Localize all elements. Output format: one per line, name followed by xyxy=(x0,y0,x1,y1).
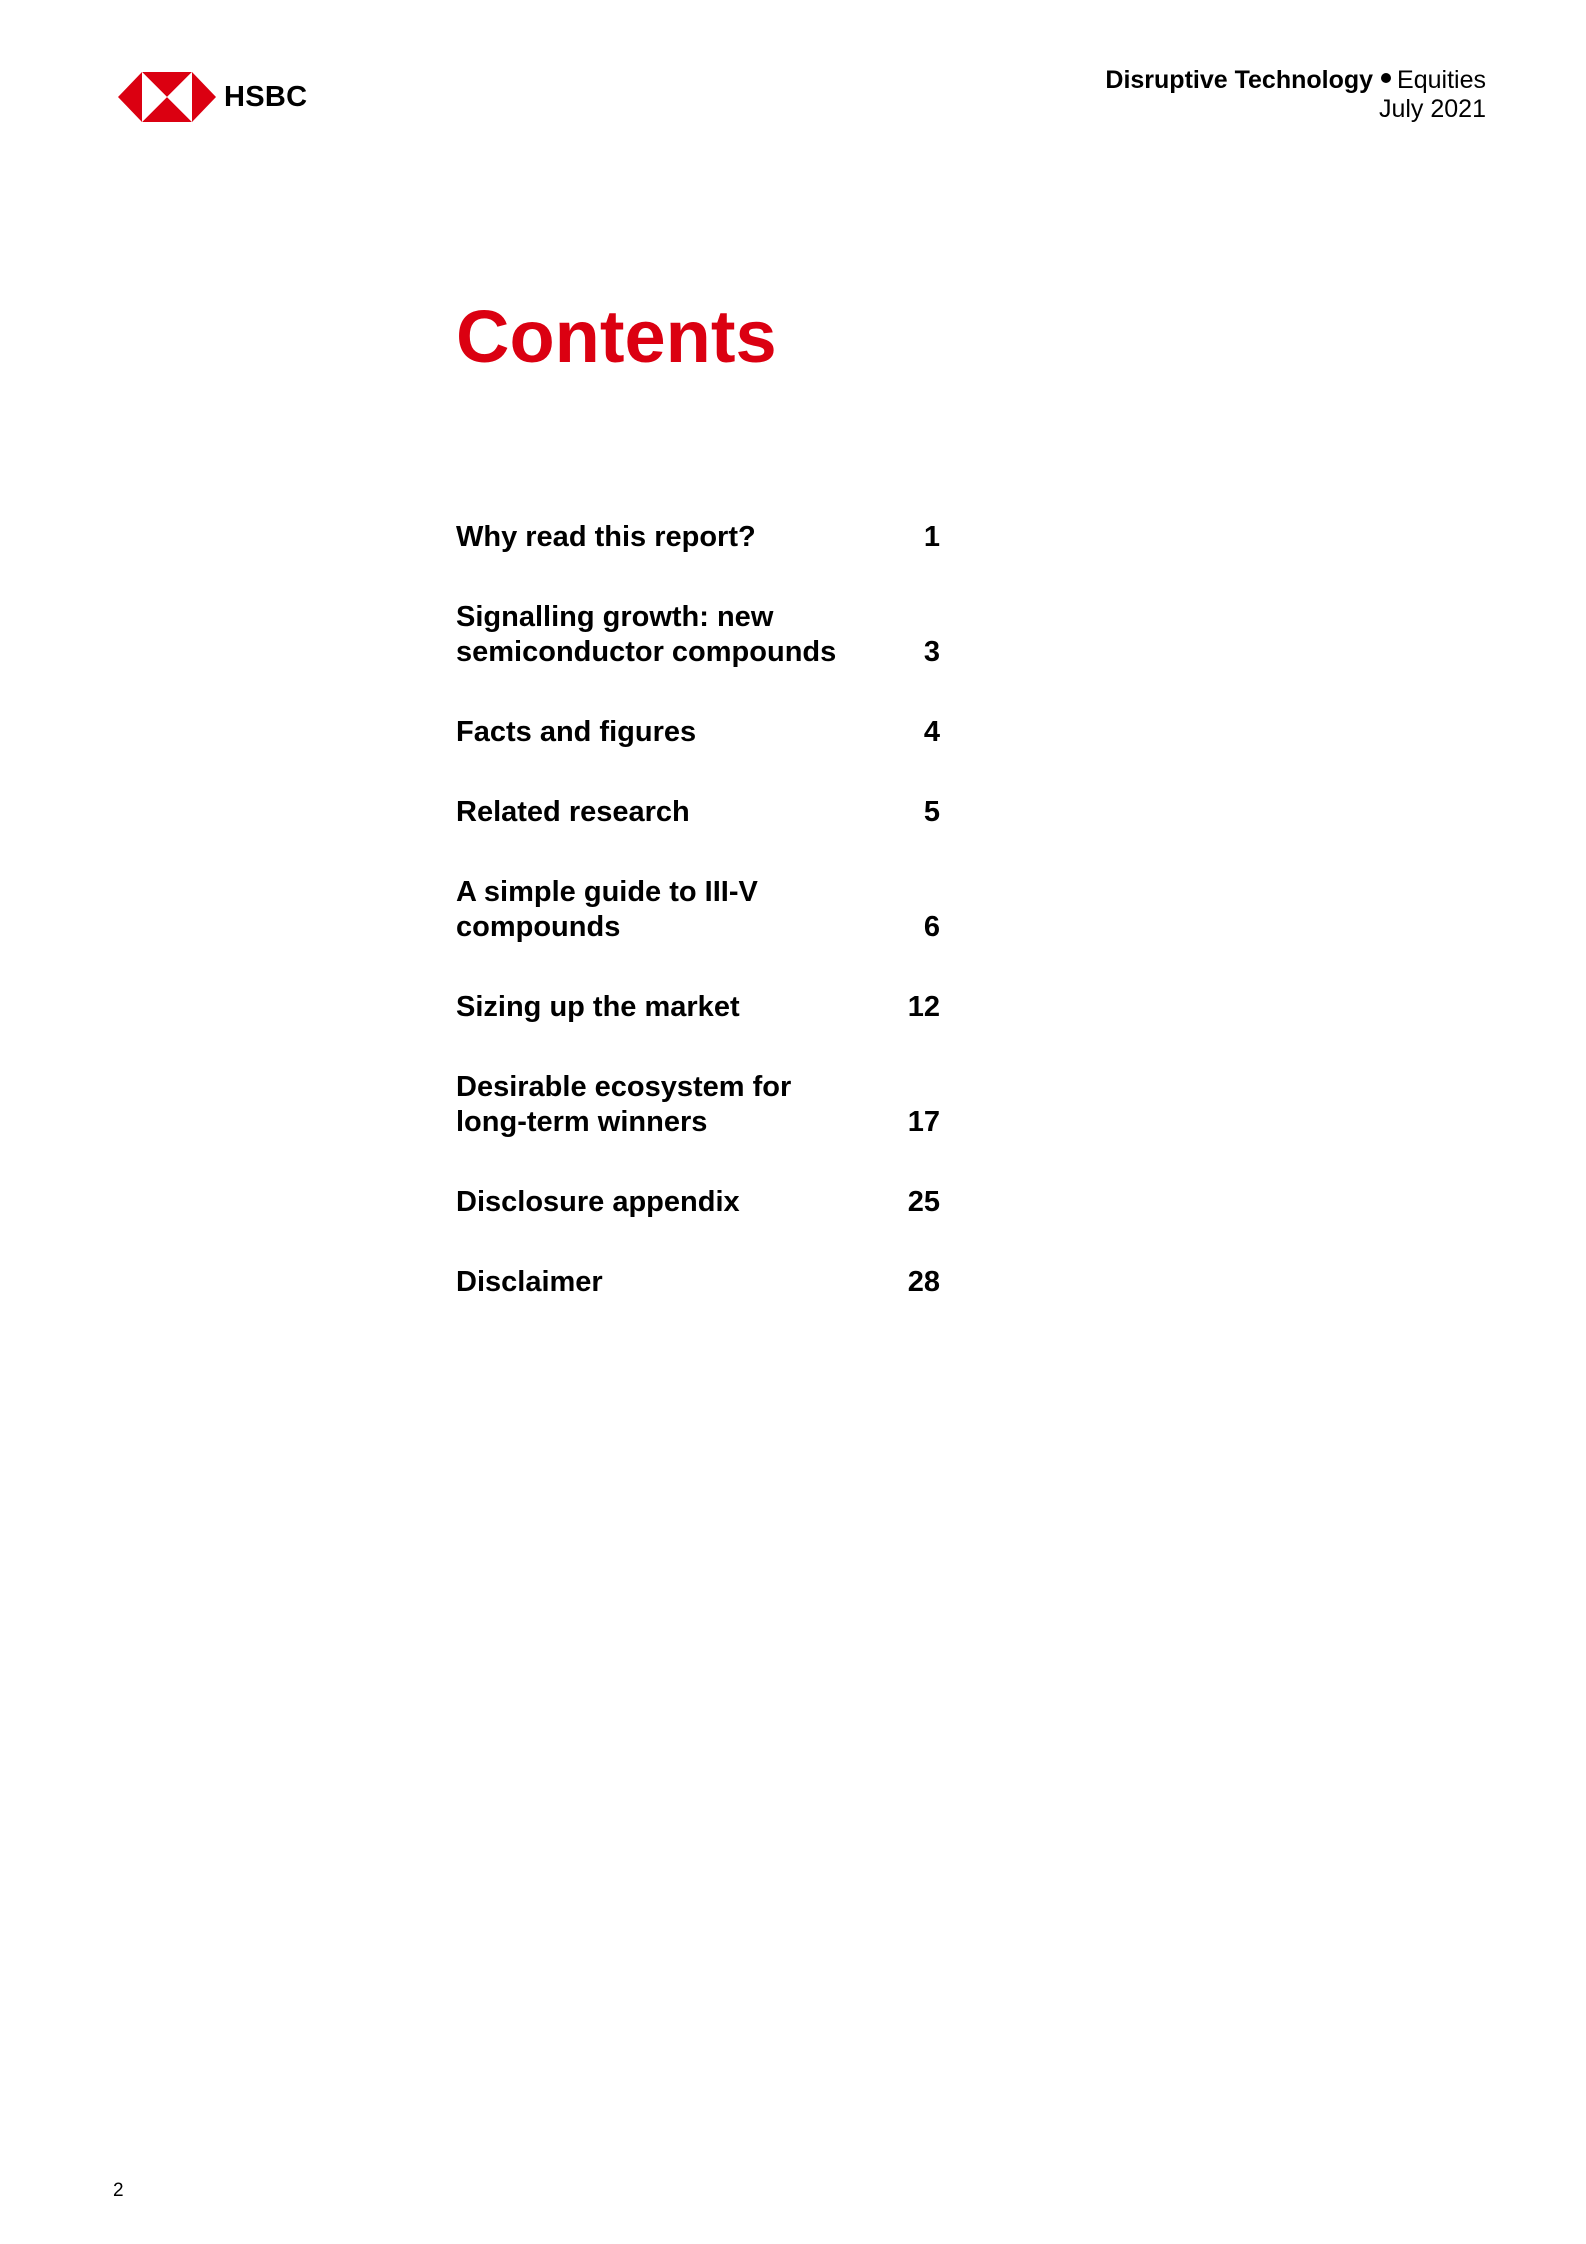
table-of-contents xyxy=(456,520,940,1345)
toc-entry-page: 12 xyxy=(907,991,940,1023)
logo-wordmark: HSBC xyxy=(224,80,308,113)
toc-entry-page: 17 xyxy=(907,1106,940,1138)
toc-entry-label: Related research xyxy=(456,796,690,828)
toc-entry-label: Signalling growth: new semiconductor compounds xyxy=(456,601,837,668)
category-name: Equities xyxy=(1397,66,1486,94)
toc-entry-label: Facts and figures xyxy=(456,716,697,748)
hsbc-logo xyxy=(118,72,307,122)
toc-entry[interactable] xyxy=(456,795,940,830)
toc-entry-page: 25 xyxy=(907,1186,940,1218)
toc-entry-page: 5 xyxy=(923,796,940,828)
toc-entry[interactable] xyxy=(456,1070,940,1140)
toc-entry[interactable] xyxy=(456,875,940,945)
toc-entry[interactable] xyxy=(456,520,940,555)
page-title: Contents xyxy=(456,295,777,378)
toc-entry[interactable] xyxy=(456,715,940,750)
toc-entry-page: 6 xyxy=(923,911,940,943)
report-date: July 2021 xyxy=(1378,95,1486,123)
toc-entry-label: Disclaimer xyxy=(456,1266,603,1298)
report-header xyxy=(1105,66,1486,124)
toc-entry[interactable] xyxy=(456,1185,940,1220)
toc-entry-page: 1 xyxy=(923,521,940,553)
toc-entry[interactable] xyxy=(456,990,940,1025)
toc-entry[interactable] xyxy=(456,600,940,670)
toc-entry-label: A simple guide to III-V compounds xyxy=(456,876,758,943)
hsbc-hexagon-icon xyxy=(118,72,216,122)
toc-entry-label: Desirable ecosystem for long-term winners xyxy=(456,1071,792,1138)
toc-entry-page: 3 xyxy=(923,636,940,668)
toc-entry-page: 28 xyxy=(907,1266,940,1298)
bullet-separator-icon xyxy=(1381,73,1391,83)
toc-entry-label: Why read this report? xyxy=(456,521,756,553)
toc-entry-label: Disclosure appendix xyxy=(456,1186,740,1218)
page-number: 2 xyxy=(113,2180,124,2201)
toc-entry-page: 4 xyxy=(923,716,940,748)
header-series-line xyxy=(1105,66,1486,95)
toc-entry[interactable] xyxy=(456,1265,940,1300)
series-name: Disruptive Technology xyxy=(1105,66,1374,94)
toc-entry-label: Sizing up the market xyxy=(456,991,740,1023)
